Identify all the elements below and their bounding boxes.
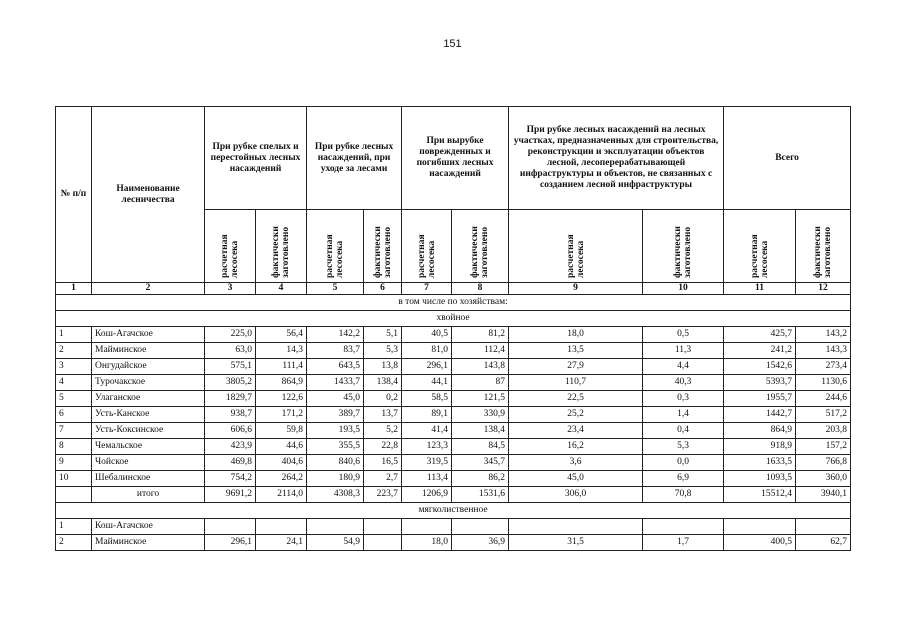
table-row [56, 391, 851, 407]
cell-value [452, 519, 509, 535]
header-group-5: Всего [724, 107, 851, 210]
subheader-actual: фактически заготовлено [813, 226, 834, 278]
cell-value: 5,3 [364, 343, 402, 359]
cell-value: 1093,5 [724, 471, 796, 487]
section-intro: в том числе по хозяйствам: [56, 295, 851, 311]
cell-value: 5,1 [364, 327, 402, 343]
cell-value: 13,8 [364, 359, 402, 375]
cell-value: 89,1 [402, 407, 452, 423]
cell-value: 44,6 [256, 439, 307, 455]
row-number [56, 487, 92, 503]
cell-value: 63,0 [205, 343, 256, 359]
cell-value: 110,7 [509, 375, 643, 391]
cell-value: 22,8 [364, 439, 402, 455]
cell-value: 296,1 [402, 359, 452, 375]
table-row [56, 471, 851, 487]
subheader-planned: расчетная лесосека [416, 234, 437, 278]
cell-value: 754,2 [205, 471, 256, 487]
forestry-name: итого [92, 487, 205, 503]
column-number: 5 [307, 283, 364, 295]
cell-value: 1633,5 [724, 455, 796, 471]
total-row [56, 487, 851, 503]
forestry-name: Майминское [92, 343, 205, 359]
table-row [56, 455, 851, 471]
cell-value: 864,9 [256, 375, 307, 391]
column-number: 9 [509, 283, 643, 295]
cell-value: 643,5 [307, 359, 364, 375]
section-row [56, 311, 851, 327]
column-number-row [56, 283, 851, 295]
section-row [56, 295, 851, 311]
page-number: 151 [443, 38, 462, 50]
cell-value: 13,7 [364, 407, 402, 423]
column-number: 6 [364, 283, 402, 295]
cell-value: 113,4 [402, 471, 452, 487]
forestry-name: Турочакское [92, 375, 205, 391]
cell-value: 5,2 [364, 423, 402, 439]
cell-value: 70,8 [643, 487, 724, 503]
cell-value [724, 519, 796, 535]
cell-value: 1542,6 [724, 359, 796, 375]
forestry-name: Улаганское [92, 391, 205, 407]
header-row-groups [56, 107, 851, 210]
cell-value: 5393,7 [724, 375, 796, 391]
cell-value: 31,5 [509, 535, 643, 551]
cell-value: 389,7 [307, 407, 364, 423]
cell-value: 4,4 [643, 359, 724, 375]
subheader-actual: фактически заготовлено [372, 226, 393, 278]
forestry-name: Онгудайское [92, 359, 205, 375]
cell-value: 193,5 [307, 423, 364, 439]
cell-value: 44,1 [402, 375, 452, 391]
cell-value: 319,5 [402, 455, 452, 471]
column-number: 4 [256, 283, 307, 295]
cell-value: 1,4 [643, 407, 724, 423]
table-row [56, 423, 851, 439]
cell-value: 171,2 [256, 407, 307, 423]
cell-value: 3940,1 [796, 487, 851, 503]
cell-value: 15512,4 [724, 487, 796, 503]
cell-value: 1955,7 [724, 391, 796, 407]
cell-value: 203,8 [796, 423, 851, 439]
cell-value [256, 519, 307, 535]
cell-value: 86,2 [452, 471, 509, 487]
column-number: 12 [796, 283, 851, 295]
table-row [56, 407, 851, 423]
section-conifer: хвойное [56, 311, 851, 327]
cell-value: 143,2 [796, 327, 851, 343]
column-number: 3 [205, 283, 256, 295]
cell-value: 0,2 [364, 391, 402, 407]
cell-value: 404,6 [256, 455, 307, 471]
cell-value: 5,3 [643, 439, 724, 455]
subheader-actual: фактически заготовлено [271, 226, 291, 278]
table-row [56, 375, 851, 391]
row-number: 4 [56, 375, 92, 391]
cell-value: 58,5 [402, 391, 452, 407]
cell-value: 0,3 [643, 391, 724, 407]
cell-value: 45,0 [509, 471, 643, 487]
row-number: 6 [56, 407, 92, 423]
cell-value: 16,2 [509, 439, 643, 455]
cell-value: 25,2 [509, 407, 643, 423]
column-number: 8 [452, 283, 509, 295]
row-number: 10 [56, 471, 92, 487]
cell-value: 840,6 [307, 455, 364, 471]
cell-value: 2,7 [364, 471, 402, 487]
row-number: 2 [56, 343, 92, 359]
subheader-planned: расчетная лесосека [220, 234, 240, 278]
cell-value: 306,0 [509, 487, 643, 503]
cell-value: 40,5 [402, 327, 452, 343]
cell-value: 62,7 [796, 535, 851, 551]
cell-value: 123,3 [402, 439, 452, 455]
cell-value: 56,4 [256, 327, 307, 343]
cell-value: 606,6 [205, 423, 256, 439]
cell-value: 142,2 [307, 327, 364, 343]
forestry-name: Чойское [92, 455, 205, 471]
cell-value: 138,4 [364, 375, 402, 391]
cell-value: 1130,6 [796, 375, 851, 391]
cell-value: 345,7 [452, 455, 509, 471]
row-number: 1 [56, 327, 92, 343]
forestry-name: Майминское [92, 535, 205, 551]
cell-value: 18,0 [509, 327, 643, 343]
cell-value: 241,2 [724, 343, 796, 359]
cell-value: 122,6 [256, 391, 307, 407]
forestry-name: Чемальское [92, 439, 205, 455]
cell-value: 87 [452, 375, 509, 391]
cell-value: 1206,9 [402, 487, 452, 503]
header-group-3: При вырубке поврежденных и погибших лесных насаждений [402, 107, 509, 210]
cell-value: 18,0 [402, 535, 452, 551]
cell-value: 1531,6 [452, 487, 509, 503]
header-num: № п/п [56, 107, 92, 283]
cell-value: 864,9 [724, 423, 796, 439]
cell-value: 1442,7 [724, 407, 796, 423]
cell-value: 273,4 [796, 359, 851, 375]
column-number: 11 [724, 283, 796, 295]
forestry-name: Усть-Коксинское [92, 423, 205, 439]
cell-value: 143,8 [452, 359, 509, 375]
column-number: 1 [56, 283, 92, 295]
cell-value: 2114,0 [256, 487, 307, 503]
header-group-2: При рубке лесных насаждений, при уходе за лесами [307, 107, 402, 210]
cell-value: 83,7 [307, 343, 364, 359]
column-number: 7 [402, 283, 452, 295]
cell-value: 13,5 [509, 343, 643, 359]
cell-value [402, 519, 452, 535]
cell-value: 23,4 [509, 423, 643, 439]
header-group-1: При рубке спелых и перестойных лесных насаждений [205, 107, 307, 210]
cell-value: 41,4 [402, 423, 452, 439]
cell-value: 0,0 [643, 455, 724, 471]
cell-value: 9691,2 [205, 487, 256, 503]
row-number: 2 [56, 535, 92, 551]
cell-value: 3805,2 [205, 375, 256, 391]
cell-value: 59,8 [256, 423, 307, 439]
cell-value: 360,0 [796, 471, 851, 487]
cell-value: 225,0 [205, 327, 256, 343]
cell-value: 575,1 [205, 359, 256, 375]
cell-value: 0,5 [643, 327, 724, 343]
table-row [56, 519, 851, 535]
subheader-planned: расчетная лесосека [749, 234, 770, 278]
cell-value: 4308,3 [307, 487, 364, 503]
cell-value: 14,3 [256, 343, 307, 359]
subheader-actual: фактически заготовлено [470, 226, 491, 278]
row-number: 8 [56, 439, 92, 455]
cell-value: 1829,7 [205, 391, 256, 407]
cell-value: 36,9 [452, 535, 509, 551]
cell-value: 469,8 [205, 455, 256, 471]
cell-value: 84,5 [452, 439, 509, 455]
cell-value: 6,9 [643, 471, 724, 487]
cell-value: 0,4 [643, 423, 724, 439]
cell-value: 3,6 [509, 455, 643, 471]
section-softwood: мягколиственное [56, 503, 851, 519]
cell-value [364, 519, 402, 535]
cell-value: 1,7 [643, 535, 724, 551]
cell-value: 180,9 [307, 471, 364, 487]
table-row [56, 327, 851, 343]
row-number: 3 [56, 359, 92, 375]
cell-value [796, 519, 851, 535]
cell-value [364, 535, 402, 551]
cell-value: 766,8 [796, 455, 851, 471]
cell-value: 121,5 [452, 391, 509, 407]
cell-value: 517,2 [796, 407, 851, 423]
cell-value [205, 519, 256, 535]
cell-value: 138,4 [452, 423, 509, 439]
table-row [56, 359, 851, 375]
cell-value: 425,7 [724, 327, 796, 343]
cell-value: 40,3 [643, 375, 724, 391]
header-group-4: При рубке лесных насаждений на лесных участках, предназначенных для строительства, реконструкции и эксплуатации объектов лесной, лесоперерабатывающей инфраструктуры и объектов, не связанных с созданием лесной инфраструктуры [509, 107, 724, 210]
row-number: 1 [56, 519, 92, 535]
cell-value: 223,7 [364, 487, 402, 503]
column-number: 10 [643, 283, 724, 295]
cell-value: 27,9 [509, 359, 643, 375]
cell-value: 112,4 [452, 343, 509, 359]
cell-value: 918,9 [724, 439, 796, 455]
cell-value [307, 519, 364, 535]
table-row [56, 343, 851, 359]
forestry-name: Усть-Канское [92, 407, 205, 423]
cell-value: 81,0 [402, 343, 452, 359]
cell-value: 16,5 [364, 455, 402, 471]
subheader-planned: расчетная лесосека [565, 234, 586, 278]
cell-value: 11,3 [643, 343, 724, 359]
table-row [56, 439, 851, 455]
cell-value: 938,7 [205, 407, 256, 423]
cell-value: 296,1 [205, 535, 256, 551]
cell-value: 264,2 [256, 471, 307, 487]
row-number: 5 [56, 391, 92, 407]
forestry-name: Кош-Агачское [92, 327, 205, 343]
cell-value: 355,5 [307, 439, 364, 455]
cell-value: 45,0 [307, 391, 364, 407]
table-row [56, 535, 851, 551]
column-number: 2 [92, 283, 205, 295]
cell-value: 330,9 [452, 407, 509, 423]
row-number: 9 [56, 455, 92, 471]
subheader-planned: расчетная лесосека [325, 234, 346, 278]
cell-value: 157,2 [796, 439, 851, 455]
forestry-name: Шебалинское [92, 471, 205, 487]
cell-value: 111,4 [256, 359, 307, 375]
cell-value: 24,1 [256, 535, 307, 551]
forestry-table [55, 106, 851, 551]
forestry-name: Кош-Агачское [92, 519, 205, 535]
cell-value [643, 519, 724, 535]
cell-value: 143,3 [796, 343, 851, 359]
cell-value: 81,2 [452, 327, 509, 343]
cell-value: 423,9 [205, 439, 256, 455]
header-name: Наименование лесничества [92, 107, 205, 283]
cell-value: 244,6 [796, 391, 851, 407]
cell-value [509, 519, 643, 535]
cell-value: 22,5 [509, 391, 643, 407]
subheader-actual: фактически заготовлено [673, 226, 694, 278]
section-row [56, 503, 851, 519]
row-number: 7 [56, 423, 92, 439]
cell-value: 1433,7 [307, 375, 364, 391]
cell-value: 400,5 [724, 535, 796, 551]
cell-value: 54,9 [307, 535, 364, 551]
